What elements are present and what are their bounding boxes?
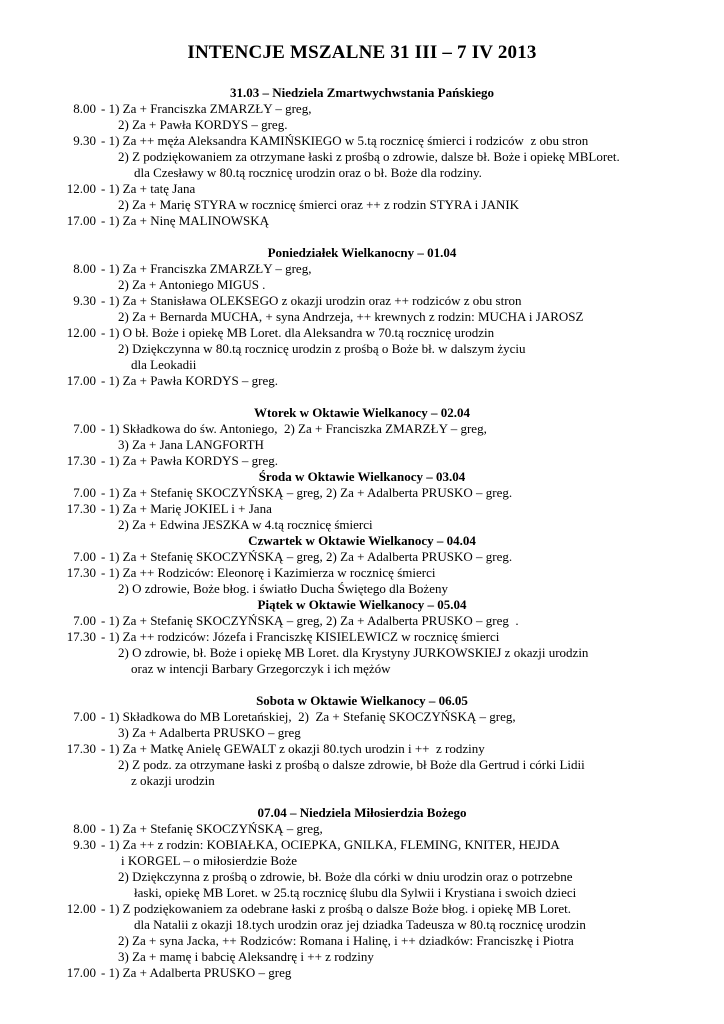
section-gap — [0, 389, 724, 405]
mass-time: 17.30 — [66, 453, 96, 468]
intention-line — [0, 709, 724, 725]
intention-text: - 1) O bł. Boże i opiekę MB Loret. dla Aleksandra w 70.tą rocznicę urodzin — [101, 325, 495, 340]
intention-line — [0, 421, 724, 437]
intention-line — [0, 549, 724, 565]
mass-time: 7.00 — [73, 613, 96, 628]
intention-line — [0, 821, 724, 837]
intention-line — [0, 869, 724, 885]
intention-line — [0, 741, 724, 757]
mass-time: 17.30 — [66, 565, 96, 580]
intention-text: - 1) Składkowa do MB Loretańskiej, 2) Za + Stefanię SKOCZYŃSKĄ – greg, — [101, 709, 516, 724]
intention-text: i KORGEL – o miłosierdzie Boże — [121, 853, 298, 868]
intention-line — [0, 613, 724, 629]
intention-line — [0, 437, 724, 453]
intention-text: 2) O zdrowie, bł. Boże i opiekę MB Loret. dla Krystyny JURKOWSKIEJ z okazji urodzin — [118, 645, 589, 660]
intention-text: 2) Za + Antoniego MIGUS . — [118, 277, 266, 292]
intention-text: 2) Za + Bernarda MUCHA, + syna Andrzeja, ++ krewnych z rodzin: MUCHA i JAROSZ — [118, 309, 584, 324]
intention-text: 2) Za + Pawła KORDYS – greg. — [118, 117, 288, 132]
intention-line — [0, 581, 724, 597]
page-title: INTENCJE MSZALNE 31 III – 7 IV 2013 — [187, 42, 537, 63]
intention-text: - 1) Za + Stefanię SKOCZYŃSKĄ – greg, 2) Za + Adalberta PRUSKO – greg . — [101, 613, 519, 628]
intention-text: - 1) Za ++ z rodzin: KOBIAŁKA, OCIEPKA, GNILKA, FLEMING, KNITER, HEJDA — [101, 837, 560, 852]
intention-line — [0, 773, 724, 789]
mass-time: 7.00 — [73, 421, 96, 436]
mass-time: 7.00 — [73, 485, 96, 500]
day-heading: Piątek w Oktawie Wielkanocy – 05.04 — [257, 597, 467, 612]
day-heading: 31.03 – Niedziela Zmartwychwstania Pańskiego — [230, 85, 494, 100]
intention-line — [0, 453, 724, 469]
day-section — [0, 805, 724, 981]
intention-text: - 1) Za + Ninę MALINOWSKĄ — [101, 213, 269, 228]
intention-text: - 1) Za + Adalberta PRUSKO – greg — [101, 965, 292, 980]
intention-line — [0, 309, 724, 325]
intention-text: 2) Z podz. za otrzymane łaski z prośbą o dalsze zdrowie, bł Boże dla Gertrud i córki Lidii — [118, 757, 585, 772]
intention-line — [0, 277, 724, 293]
mass-time: 17.30 — [66, 629, 96, 644]
intention-line — [0, 837, 724, 853]
intention-line — [0, 629, 724, 645]
intention-text: - 1) Za + Pawła KORDYS – greg. — [101, 453, 279, 468]
intention-line — [0, 757, 724, 773]
intention-line — [0, 853, 724, 869]
intention-text: - 1) Za + Franciszka ZMARZŁY – greg, — [101, 261, 312, 276]
day-section — [0, 405, 724, 469]
intention-text: dla Leokadii — [131, 357, 197, 372]
intention-line — [0, 165, 724, 181]
day-heading: 07.04 – Niedziela Miłosierdzia Bożego — [257, 805, 467, 820]
intention-line — [0, 725, 724, 741]
intention-line — [0, 501, 724, 517]
intention-text: oraz w intencji Barbary Grzegorczyk i ich mężów — [131, 661, 391, 676]
intention-line — [0, 645, 724, 661]
mass-time: 12.00 — [66, 181, 96, 196]
intention-line — [0, 885, 724, 901]
section-gap — [0, 789, 724, 805]
intention-text: - 1) Z podziękowaniem za odebrane łaski z prośbą o dalsze Boże błog. i opiekę MB Loret. — [101, 901, 572, 916]
mass-time: 17.00 — [66, 213, 96, 228]
mass-time: 8.00 — [73, 821, 96, 836]
intention-line — [0, 917, 724, 933]
day-section — [0, 85, 724, 229]
day-section — [0, 533, 724, 597]
day-section — [0, 469, 724, 533]
section-gap — [0, 677, 724, 693]
intention-line — [0, 901, 724, 917]
intention-text: - 1) Za + tatę Jana — [101, 181, 196, 196]
intention-text: - 1) Za + Pawła KORDYS – greg. — [101, 373, 279, 388]
intention-line — [0, 181, 724, 197]
intention-text: 2) Z podziękowaniem za otrzymane łaski z prośbą o zdrowie, dalsze bł. Boże i opiekę MBLoret. — [118, 149, 620, 164]
intention-text: 2) Za + Marię STYRA w rocznicę śmierci oraz ++ z rodzin STYRA i JANIK — [118, 197, 520, 212]
day-heading: Czwartek w Oktawie Wielkanocy – 04.04 — [248, 533, 476, 548]
intention-line — [0, 485, 724, 501]
mass-time: 9.30 — [73, 293, 96, 308]
intention-line — [0, 661, 724, 677]
mass-time: 8.00 — [73, 101, 96, 116]
mass-time: 7.00 — [73, 549, 96, 564]
day-heading: Poniedziałek Wielkanocny – 01.04 — [267, 245, 457, 260]
intention-text: 2) Dziękczynna w 80.tą rocznicę urodzin z prośbą o Boże bł. w dalszym życiu — [118, 341, 526, 356]
intention-text: dla Natalii z okazji 18.tych urodzin oraz jej dziadka Tadeusza w 80.tą rocznicę urodzin — [134, 917, 586, 932]
day-section — [0, 693, 724, 789]
mass-time: 7.00 — [73, 709, 96, 724]
document — [0, 42, 724, 981]
mass-time: 17.30 — [66, 741, 96, 756]
day-heading: Sobota w Oktawie Wielkanocy – 06.05 — [256, 693, 468, 708]
mass-time: 17.00 — [66, 373, 96, 388]
intention-line — [0, 517, 724, 533]
intention-text: - 1) Składkowa do św. Antoniego, 2) Za + Franciszka ZMARZŁY – greg, — [101, 421, 487, 436]
intention-line — [0, 341, 724, 357]
intention-text: - 1) Za ++ męża Aleksandra KAMIŃSKIEGO w 5.tą rocznicę śmierci i rodziców z obu stron — [101, 133, 589, 148]
intention-text: 2) Dziękczynna z prośbą o zdrowie, bł. Boże dla córki w dniu urodzin oraz o potrzebne — [118, 869, 573, 884]
intention-line — [0, 101, 724, 117]
intention-line — [0, 373, 724, 389]
mass-time: 17.00 — [66, 965, 96, 980]
intention-text: z okazji urodzin — [131, 773, 215, 788]
intention-line — [0, 357, 724, 373]
intention-text: - 1) Za + Stefanię SKOCZYŃSKĄ – greg, 2) Za + Adalberta PRUSKO – greg. — [101, 549, 513, 564]
intention-text: 2) Za + syna Jacka, ++ Rodziców: Romana i Halinę, i ++ dziadków: Franciszkę i Piotra — [118, 933, 574, 948]
mass-time: 12.00 — [66, 901, 96, 916]
section-gap — [0, 229, 724, 245]
mass-time: 8.00 — [73, 261, 96, 276]
intention-line — [0, 965, 724, 981]
intention-line — [0, 565, 724, 581]
intention-text: - 1) Za + Franciszka ZMARZŁY – greg, — [101, 101, 312, 116]
intention-text: 2) Za + Edwina JESZKA w 4.tą rocznicę śmierci — [118, 517, 373, 532]
intention-line — [0, 293, 724, 309]
day-section — [0, 597, 724, 677]
intention-text: 2) O zdrowie, Boże błog. i światło Ducha Świętego dla Bożeny — [118, 581, 448, 596]
intention-text: 3) Za + mamę i babcię Aleksandrę i ++ z rodziny — [118, 949, 374, 964]
intention-line — [0, 149, 724, 165]
intention-line — [0, 117, 724, 133]
intention-text: 3) Za + Jana LANGFORTH — [118, 437, 264, 452]
intention-text: - 1) Za + Matkę Anielę GEWALT z okazji 80.tych urodzin i ++ z rodziny — [101, 741, 485, 756]
intention-text: - 1) Za ++ Rodziców: Eleonorę i Kazimierza w rocznicę śmierci — [101, 565, 436, 580]
intention-text: dla Czesławy w 80.tą rocznicę urodzin oraz o bł. Boże dla rodziny. — [134, 165, 482, 180]
intention-text: - 1) Za + Stefanię SKOCZYŃSKĄ – greg, — [101, 821, 323, 836]
intention-text: 3) Za + Adalberta PRUSKO – greg — [118, 725, 301, 740]
mass-time: 9.30 — [73, 837, 96, 852]
intention-text: łaski, opiekę MB Loret. w 25.tą rocznicę ślubu dla Sylwii i Krystiana i swoich dzieci — [134, 885, 577, 900]
mass-time: 12.00 — [66, 325, 96, 340]
intention-text: - 1) Za + Stanisława OLEKSEGO z okazji urodzin oraz ++ rodziców z obu stron — [101, 293, 522, 308]
day-heading: Środa w Oktawie Wielkanocy – 03.04 — [258, 469, 466, 484]
day-section — [0, 245, 724, 389]
intention-line — [0, 325, 724, 341]
intention-text: - 1) Za + Marię JOKIEL i + Jana — [101, 501, 272, 516]
intention-line — [0, 133, 724, 149]
sections — [0, 85, 724, 981]
intention-text: - 1) Za ++ rodziców: Józefa i Franciszkę KISIELEWICZ w rocznicę śmierci — [101, 629, 500, 644]
intention-line — [0, 949, 724, 965]
intention-line — [0, 213, 724, 229]
intention-line — [0, 197, 724, 213]
intention-line — [0, 933, 724, 949]
intention-line — [0, 261, 724, 277]
intention-text: - 1) Za + Stefanię SKOCZYŃSKĄ – greg, 2) Za + Adalberta PRUSKO – greg. — [101, 485, 513, 500]
mass-time: 9.30 — [73, 133, 96, 148]
day-heading: Wtorek w Oktawie Wielkanocy – 02.04 — [254, 405, 470, 420]
mass-time: 17.30 — [66, 501, 96, 516]
